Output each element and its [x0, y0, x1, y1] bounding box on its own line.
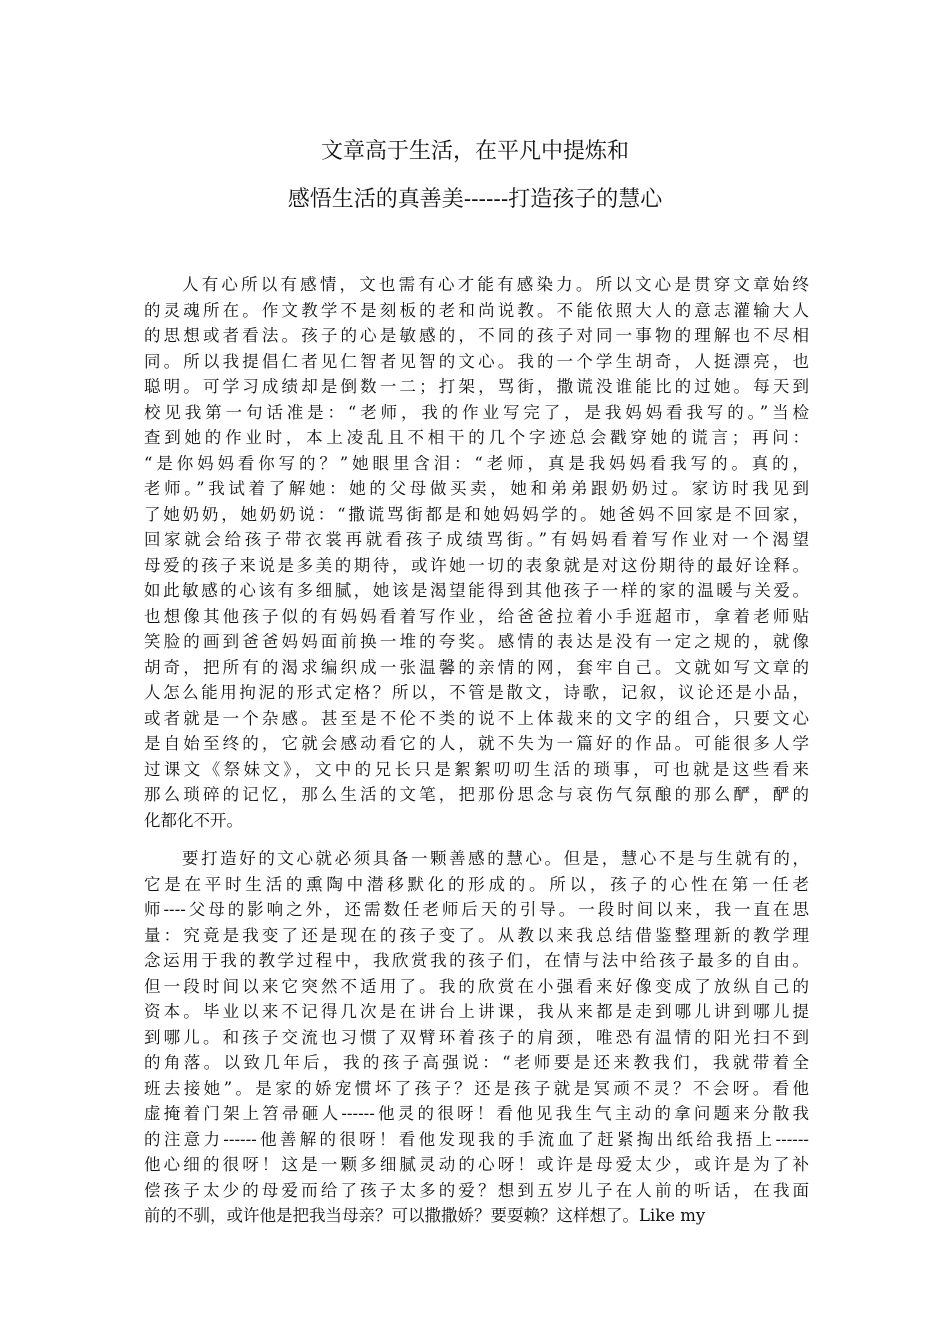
paragraph-line: 胡奇，把所有的渴求编织成一张温馨的亲情的网，套牢自己。文就如写文章的: [144, 657, 809, 677]
paragraph-line: 回家就会给孩子带衣裳再就看孩子成绩骂街。”有妈妈看着写作业对一个渴望: [144, 530, 809, 549]
paragraph-line: 如此敏感的心该有多细腻，她该是渴望能得到其他孩子一样的家的温暖与关爱。: [144, 581, 809, 600]
paragraph-line: 也想像其他孩子似的有妈妈看着写作业，给爸爸拉着小手逛超市，拿着老师贴: [144, 606, 809, 626]
paragraph-line: “是你妈妈看你写的？”她眼里含泪：“老师，真是我妈妈看我写的。真的，: [144, 453, 809, 473]
paragraph-line: 偿孩子太少的母爱而给了孩子太多的爱？想到五岁儿子在人前的听话，在我面: [144, 1180, 809, 1200]
paragraph-line: 同。所以我提倡仁者见仁智者见智的文心。我的一个学生胡奇，人挺漂亮，也: [144, 351, 809, 371]
paragraph-line: 人有心所以有感情，文也需有心才能有感染力。所以文心是贯穿文章始终: [182, 275, 809, 294]
paragraph-line: 查到她的作业时，本上凌乱且不相干的几个字迹总会戳穿她的谎言；再问：: [144, 428, 809, 447]
paragraph-line: 虚掩着门架上笤帚砸人------他灵的很呀！看他见我生气主动的拿问题来分散我: [144, 1104, 809, 1123]
paragraph-line: 化都化不开。: [144, 810, 243, 830]
paragraph-line: 的灵魂所在。作文教学不是刻板的老和尚说教。不能依照大人的意志灌输大人: [144, 300, 809, 320]
paragraph-line: 了她奶奶，她奶奶说：“撒谎骂街都是和她妈妈学的。她爸妈不回家是不回家，: [144, 504, 809, 524]
paragraph-2: [144, 846, 809, 1229]
paragraph-line: 的角落。以致几年后，我的孩子高强说：“老师要是还来教我们，我就带着全: [144, 1053, 809, 1072]
paragraph-line: 师----父母的影响之外，还需数任老师后天的引导。一段时间以来，我一直在思: [144, 900, 809, 919]
paragraph-line: 的思想或者看法。孩子的心是敏感的，不同的孩子对同一事物的理解也不尽相: [144, 326, 809, 345]
paragraph-line: 到哪儿。和孩子交流也习惯了双臂环着孩子的肩颈，唯恐有温情的阳光扫不到: [144, 1027, 809, 1047]
paragraph-line: 或者就是一个杂感。甚至是不伦不类的说不上体裁来的文字的组合，只要文心: [144, 708, 809, 728]
paragraph-line: 母爱的孩子来说是多美的期待，或许她一切的表象就是对这份期待的最好诠释。: [144, 555, 809, 575]
paragraph-line: 笑脸的画到爸爸妈妈面前换一堆的夸奖。感情的表达是没有一定之规的，就像: [144, 632, 809, 651]
paragraph-line: 那么琐碎的记忆，那么生活的文笔，把那份思念与哀伤气氛酿的那么酽，酽的: [144, 785, 809, 804]
paragraph-line: 聪明。可学习成绩却是倒数一二；打架，骂街，撒谎没谁能比的过她。每天到: [144, 377, 809, 396]
paragraph-1: [144, 272, 809, 833]
paragraph-line: 他心细的很呀！这是一颗多细腻灵动的心呀！或许是母爱太少，或许是为了补: [144, 1155, 809, 1174]
paragraph-line: 量：究竟是我变了还是现在的孩子变了。从教以来我总结借鉴整理新的教学理: [144, 925, 809, 945]
paragraph-line: 是自始至终的，它就会感动看它的人，就不失为一篇好的作品。可能很多人学: [144, 734, 809, 753]
paragraph-line: 要打造好的文心就必须具备一颗善感的慧心。但是，慧心不是与生就有的，: [182, 849, 809, 868]
paragraph-line: 人怎么能用拘泥的形式定格？所以，不管是散文，诗歌，记叙，议论还是小品，: [144, 683, 809, 702]
paragraph-line: 过课文《祭妹文》，文中的兄长只是絮絮叨叨生活的琐事，可也就是这些看来: [144, 759, 809, 779]
paragraph-line: 前的不驯，或许他是把我当母亲？可以撒撒娇？要耍赖？这样想了。Like my: [144, 1206, 706, 1225]
paragraph-line: 老师。”我试着了解她：她的父母做买卖，她和弟弟跟奶奶过。家访时我见到: [144, 479, 809, 498]
paragraph-line: 校见我第一句话准是：“老师，我的作业写完了，是我妈妈看我写的。”当检: [144, 402, 809, 422]
paragraph-line: 班去接她”。是家的娇宠惯坏了孩子？还是孩子就是冥顽不灵？不会呀。看他: [144, 1078, 809, 1098]
paragraph-line: 念运用于我的教学过程中，我欣赏我的孩子们，在情与法中给孩子最多的自由。: [144, 951, 809, 970]
paragraph-line: 但一段时间以来它突然不适用了。我的欣赏在小强看来好像变成了放纵自己的: [144, 976, 809, 996]
document-title-line-1: 文章高于生活，在平凡中提炼和: [320, 139, 629, 164]
paragraph-line: 的注意力------他善解的很呀！看他发现我的手流血了赶紧掏出纸给我捂上------: [144, 1129, 809, 1149]
document-title-line-2: 感悟生活的真善美------打造孩子的慧心: [287, 187, 663, 212]
paragraph-line: 资本。毕业以来不记得几次是在讲台上讲课，我从来都是走到哪儿讲到哪儿提: [144, 1002, 809, 1021]
paragraph-line: 它是在平时生活的熏陶中潜移默化的形成的。所以，孩子的心性在第一任老: [144, 874, 809, 894]
